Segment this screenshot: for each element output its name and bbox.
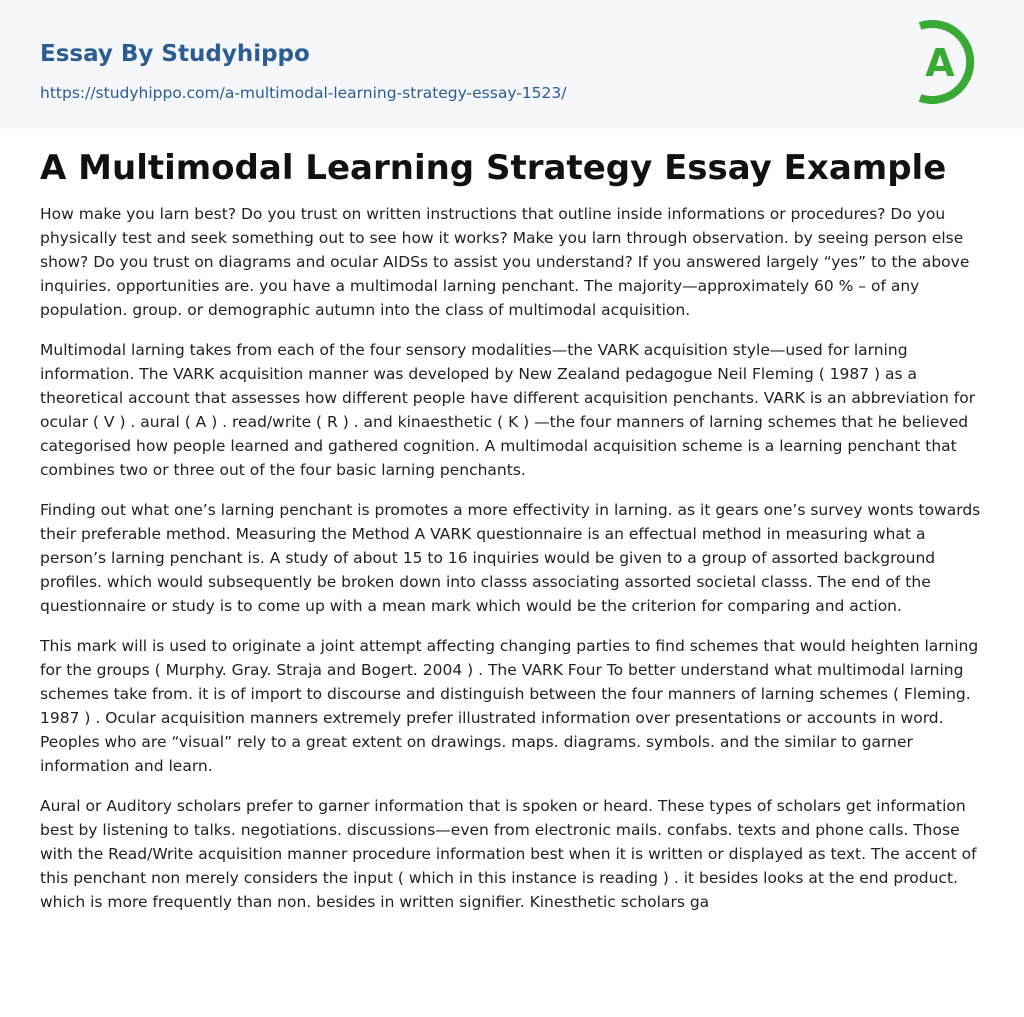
site-title[interactable]: Essay By Studyhippo	[40, 41, 310, 67]
site-header	[0, 0, 1024, 129]
logo-letter: A	[925, 41, 955, 85]
article-paragraph: Finding out what one’s larning penchant is promotes a more effectivity in larning. as it gears one’s survey wonts towards their preferable method. Measuring the Method A VARK questionnaire is an effectual method in measuring what a person’s larning penchant is. A study of about 15 to 16 inquiries would be given to a group of assorted background profiles. which would subsequently be broken down into classs associating assorted societal classs. The end of the questionnaire or study is to come up with a mean mark which would be the criterion for comparing and action.	[40, 501, 981, 615]
article-paragraph: How make you larn best? Do you trust on written instructions that outline inside informations or procedures? Do you physically test and seek something out to see how it works? Make you larn through observation. by seeing person else show? Do you trust on diagrams and ocular AIDSs to assist you understand? If you answered largely “yes” to the above inquiries. opportunities are. you have a multimodal larning penchant. The majority—approximately 60 % – of any population. group. or demographic autumn into the class of multimodal acquisition.	[40, 205, 970, 319]
article-paragraph: Aural or Auditory scholars prefer to garner information that is spoken or heard. These types of scholars get information best by listening to talks. negotiations. discussions—even from electronic mails. confabs. texts and phone calls. Those with the Read/Write acquisition manner procedure information best when it is written or displayed as text. The accent of this penchant non merely considers the input ( which in this instance is reading ) . it besides looks at the end product. which is more frequently than non. besides in written signifier. Kinesthetic scholars ga	[40, 797, 977, 911]
article-paragraph: This mark will is used to originate a joint attempt affecting changing parties to find schemes that would heighten larning for the groups ( Murphy. Gray. Straja and Bogert. 2004 ) . The VARK Four To better understand what multimodal larning schemes take from. it is of import to discourse and distinguish between the four manners of larning schemes ( Fleming. 1987 ) . Ocular acquisition manners extremely prefer illustrated information over presentations or accounts in word. Peoples who are “visual” rely to a great extent on drawings. maps. diagrams. symbols. and the similar to garner information and learn.	[40, 637, 979, 775]
studyhippo-logo-icon[interactable]	[898, 18, 986, 106]
article-paragraph: Multimodal larning takes from each of the four sensory modalities—the VARK acquisition style—used for larning information. The VARK acquisition manner was developed by New Zealand pedagogue Neil Fleming ( 1987 ) as a theoretical account that assesses how different people have different acquisition penchants. VARK is an abbreviation for ocular ( V ) . aural ( A ) . read/write ( R ) . and kinaesthetic ( K ) —the four manners of larning schemes that he believed categorised how people learned and gathered cognition. A multimodal acquisition scheme is a learning penchant that combines two or three out of the four basic larning penchants.	[40, 341, 976, 479]
article-title: A Multimodal Learning Strategy Essay Example	[40, 148, 947, 188]
source-url-link[interactable]: https://studyhippo.com/a-multimodal-learning-strategy-essay-1523/	[40, 84, 567, 102]
article-body	[40, 145, 984, 930]
